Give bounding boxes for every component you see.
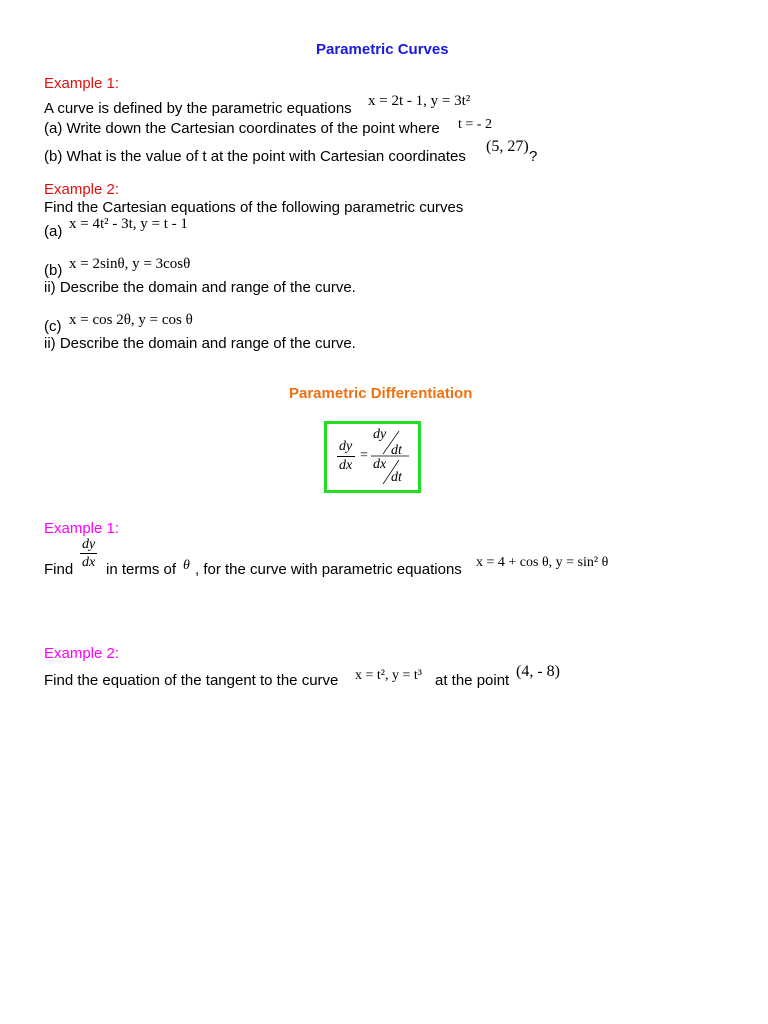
example1-line1-text: A curve is defined by the parametric equations [44,100,352,117]
diff-example1-theta: θ [183,558,190,573]
section2-title: Parametric Differentiation [289,385,473,402]
example2-intro: Find the Cartesian equations of the following parametric curves [44,199,464,216]
diff-example2-math: x = t², y = t³ [355,668,422,683]
example2-c-label: (c) [44,318,62,335]
example1-heading: Example 1: [44,75,120,92]
diff-example2-at-point: at the point [435,672,510,689]
formula-rhs-num-top: dy [373,427,387,442]
diff-example1-fraction [80,537,97,572]
example2-a-label: (a) [44,223,63,240]
example1-part-b-end: ? [529,148,538,165]
example2-c-ii: ii) Describe the domain and range of the curve. [44,335,356,352]
example2-b-math: x = 2sinθ, y = 3cosθ [69,256,191,272]
example1-part-b-text: (b) What is the value of t at the point with Cartesian coordinates [44,148,466,165]
diff-example2-heading: Example 2: [44,645,120,662]
diff-example1-frac-num: dy [82,537,96,552]
diff-example1-in-terms: in terms of [106,561,177,578]
diff-example1-math: x = 4 + cos θ, y = sin² θ [476,555,609,570]
diff-example2-point: (4, - 8) [516,663,560,680]
diff-example1-find: Find [44,561,74,578]
page-title: Parametric Curves [316,41,449,58]
formula-lhs-den: dx [339,458,353,473]
example2-a-math: x = 4t² - 3t, y = t - 1 [69,216,188,232]
example2-heading: Example 2: [44,181,120,198]
formula-rhs-den-bot: dt [391,470,402,485]
example2-b-ii: ii) Describe the domain and range of the curve. [44,279,356,296]
formula-rhs-den-top: dx [373,457,387,472]
example1-line1-math: x = 2t - 1, y = 3t² [368,93,471,109]
example1-part-b-math: (5, 27) [486,138,529,155]
formula-slashes [327,424,418,490]
example1-part-a-text: (a) Write down the Cartesian coordinates of the point where [44,120,440,137]
example2-c-math: x = cos 2θ, y = cos θ [69,312,193,328]
formula-rhs-num-bot: dt [391,443,402,458]
diff-example1-rest: , for the curve with parametric equations [195,561,462,578]
example1-part-a-math: t = - 2 [458,117,492,132]
formula-lhs-num: dy [339,439,353,454]
example2-b-label: (b) [44,262,63,279]
diff-example1-frac-den: dx [82,555,96,570]
diff-example1-heading: Example 1: [44,520,120,537]
diff-example2-text: Find the equation of the tangent to the curve [44,672,339,689]
formula-eq: = [360,448,368,463]
formula-box [324,421,421,493]
